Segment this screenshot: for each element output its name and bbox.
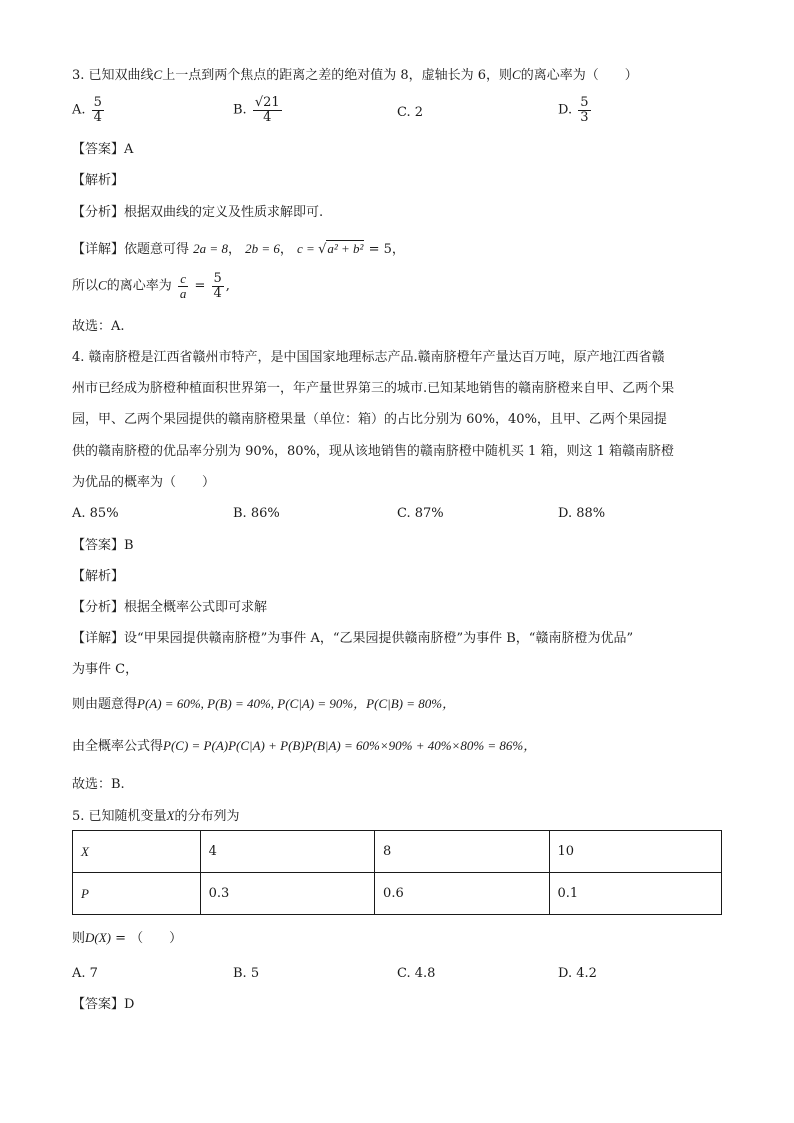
q5-ask-variance: D(X) — [85, 930, 112, 945]
q4-detail-tag: 【详解】 — [72, 631, 125, 646]
q3-stem-part3: 的离心率为（ ） — [520, 68, 638, 83]
q4-answer-value: B — [124, 538, 134, 553]
q4-option-d: D. 88% — [558, 506, 606, 521]
q4-option-b: B. 86% — [233, 506, 280, 521]
q4-option-a: A. 85% — [72, 506, 119, 521]
q3-frac-54-num: 5 — [213, 271, 222, 286]
q3-option-b — [233, 96, 284, 124]
q4-para-line5: 为优品的概率为（ ） — [72, 475, 216, 490]
q3-detail: 【详解】依题意可得 2a = 8， 2b = 6， c = √a² + b² = 5， — [72, 241, 405, 257]
table-cell: P — [73, 873, 201, 915]
q3-eq3-lhs: c = — [297, 241, 319, 256]
q3-option-a-num: 5 — [93, 95, 102, 110]
q4-detail-line2: 为事件 C， — [72, 662, 139, 677]
q5-answer — [72, 996, 134, 1014]
q5-option-b: B. 5 — [233, 966, 260, 981]
q4-detail-line1: 设“甲果园提供赣南脐橙”为事件 A，“乙果园提供赣南脐橙”为事件 B，“赣南脐橙为优品” — [124, 631, 634, 646]
q4-option-c: C. 87% — [397, 506, 444, 521]
q4-fenxi-text: 根据全概率公式即可求解 — [124, 600, 268, 615]
q3-conclusion: 故选：A. — [72, 319, 125, 334]
q3-eq1: 2a = 8 — [193, 241, 228, 256]
q4-para-line1: 4. 赣南脐橙是江西省赣州市特产，是中国国家地理标志产品.赣南脐橙年产量达百万吨，原产地江西省赣 — [72, 350, 665, 365]
q4-line3-formula: P(A) = 60%, P(B) = 40%, P(C|A) = 90%，P(C|B) = 80%， — [137, 696, 456, 711]
q3-stem-part2: 上一点到两个焦点的距离之差的绝对值为 8，虚轴长为 6，则 — [162, 68, 513, 83]
q3-option-a-fraction — [92, 96, 104, 124]
table-cell: X — [73, 831, 201, 873]
q3-frac-c-num: c — [180, 271, 186, 286]
q5-ask-part2: = （ ） — [111, 931, 183, 946]
q5-answer-value: D — [124, 997, 135, 1012]
table-row — [73, 873, 722, 915]
q3-analysis-tag: 【解析】 — [72, 173, 125, 188]
table-cell: 8 — [375, 831, 549, 873]
q3-option-b-num: √21 — [254, 95, 280, 110]
q4-line4-formula: P(C) = P(A)P(C|A) + P(B)P(B|A) = 60%×90% + 40%×80% = 86%， — [163, 738, 537, 753]
q3-option-b-fraction — [253, 96, 282, 124]
q3-eq2: 2b = 6 — [245, 241, 280, 256]
table-cell: 0.1 — [549, 873, 722, 915]
q3-option-d-label: D. — [558, 102, 573, 118]
q5-stem-part1: 5. 已知随机变量 — [72, 809, 167, 824]
q3-eq3-radicand: a² + b² — [327, 241, 364, 256]
q4-answer — [72, 537, 134, 555]
q4-detail — [72, 630, 633, 648]
q3-option-d — [558, 96, 593, 124]
q3-stem — [72, 66, 638, 85]
q3-var-c-2: C — [512, 67, 521, 82]
q4-fenxi — [72, 599, 267, 617]
q4-para-line2: 州市已经成为脐橙种植面积世界第一，年产量世界第三的城市.已知某地销售的赣南脐橙来自甲、乙两个果 — [72, 381, 675, 396]
q3-line2-end: , — [225, 278, 230, 294]
q4-para-line3: 园，甲、乙两个果园提供的赣南脐橙果量（单位：箱）的占比分别为 60%，40%，且甲、乙两个果园提 — [72, 412, 667, 427]
q3-line2-part1: 所以 — [72, 278, 99, 294]
q3-fraction-c-a — [178, 272, 189, 300]
q3-option-d-fraction — [578, 96, 590, 124]
q5-var-x: X — [166, 808, 175, 823]
sqrt-icon: √ — [318, 242, 327, 257]
q4-line3-part1: 则由题意得 — [72, 697, 138, 712]
q3-fenxi-tag: 【分析】 — [72, 205, 125, 220]
q3-var-c: C — [153, 67, 163, 82]
q3-option-a — [72, 96, 106, 124]
q3-option-a-label: A. — [72, 102, 86, 118]
q3-var-c-3: C — [98, 277, 107, 293]
q3-option-d-den: 3 — [580, 109, 589, 125]
q3-answer-value: A — [124, 142, 134, 157]
q3-fenxi — [72, 204, 323, 222]
q5-stem — [72, 807, 240, 826]
q5-option-c: C. 4.8 — [397, 966, 436, 981]
q3-option-d-num: 5 — [580, 95, 589, 110]
q3-eccentricity-line: 所以C的离心率为 $\frac{c}{a}$ = $\frac{5}{4}$ , — [72, 271, 230, 301]
q3-option-a-den: 4 — [93, 109, 102, 125]
q3-answer-tag: 【答案】 — [72, 142, 125, 157]
table-cell: 4 — [200, 831, 374, 873]
table-cell: 10 — [549, 831, 722, 873]
q4-conclusion: 故选：B. — [72, 777, 125, 792]
q3-eq3-rhs: = 5， — [364, 242, 405, 257]
table-cell: 0.3 — [200, 873, 374, 915]
q3-answer — [72, 141, 133, 159]
q3-detail-tag: 【详解】 — [72, 242, 125, 257]
q4-fenxi-tag: 【分析】 — [72, 600, 125, 615]
q3-detail-text: 依题意可得 — [124, 242, 190, 257]
q4-detail-line3 — [72, 695, 455, 714]
q3-fenxi-text: 根据双曲线的定义及性质求解即可. — [124, 205, 324, 220]
q5-ask — [72, 929, 182, 948]
table-cell: 0.6 — [375, 873, 549, 915]
q4-answer-tag: 【答案】 — [72, 538, 125, 553]
q4-analysis-tag: 【解析】 — [72, 569, 125, 584]
q5-distribution-table — [72, 830, 722, 915]
q4-para-line4: 供的赣南脐橙的优品率分别为 90%，80%，现从该地销售的赣南脐橙中随机买 1 箱，则这 1 箱赣南脐橙 — [72, 444, 674, 459]
q3-line2-part2: 的离心率为 — [106, 278, 172, 294]
q3-frac-c-den: a — [179, 285, 187, 301]
q5-option-a: A. 7 — [72, 966, 98, 981]
q3-stem-part1: 3. 已知双曲线 — [72, 68, 154, 83]
q5-option-d: D. 4.2 — [558, 966, 597, 981]
q3-fraction-5-4 — [212, 272, 224, 300]
q3-frac-54-den: 4 — [213, 285, 222, 301]
q5-ask-part1: 则 — [72, 931, 86, 946]
q3-option-b-den: 4 — [263, 109, 272, 125]
q4-detail-line4 — [72, 737, 536, 756]
q5-answer-tag: 【答案】 — [72, 997, 125, 1012]
q4-line4-part1: 由全概率公式得 — [72, 739, 164, 754]
q5-stem-part2: 的分布列为 — [174, 809, 240, 824]
table-row — [73, 831, 722, 873]
q3-option-c: C. 2 — [397, 105, 424, 120]
q3-option-b-label: B. — [233, 102, 247, 118]
